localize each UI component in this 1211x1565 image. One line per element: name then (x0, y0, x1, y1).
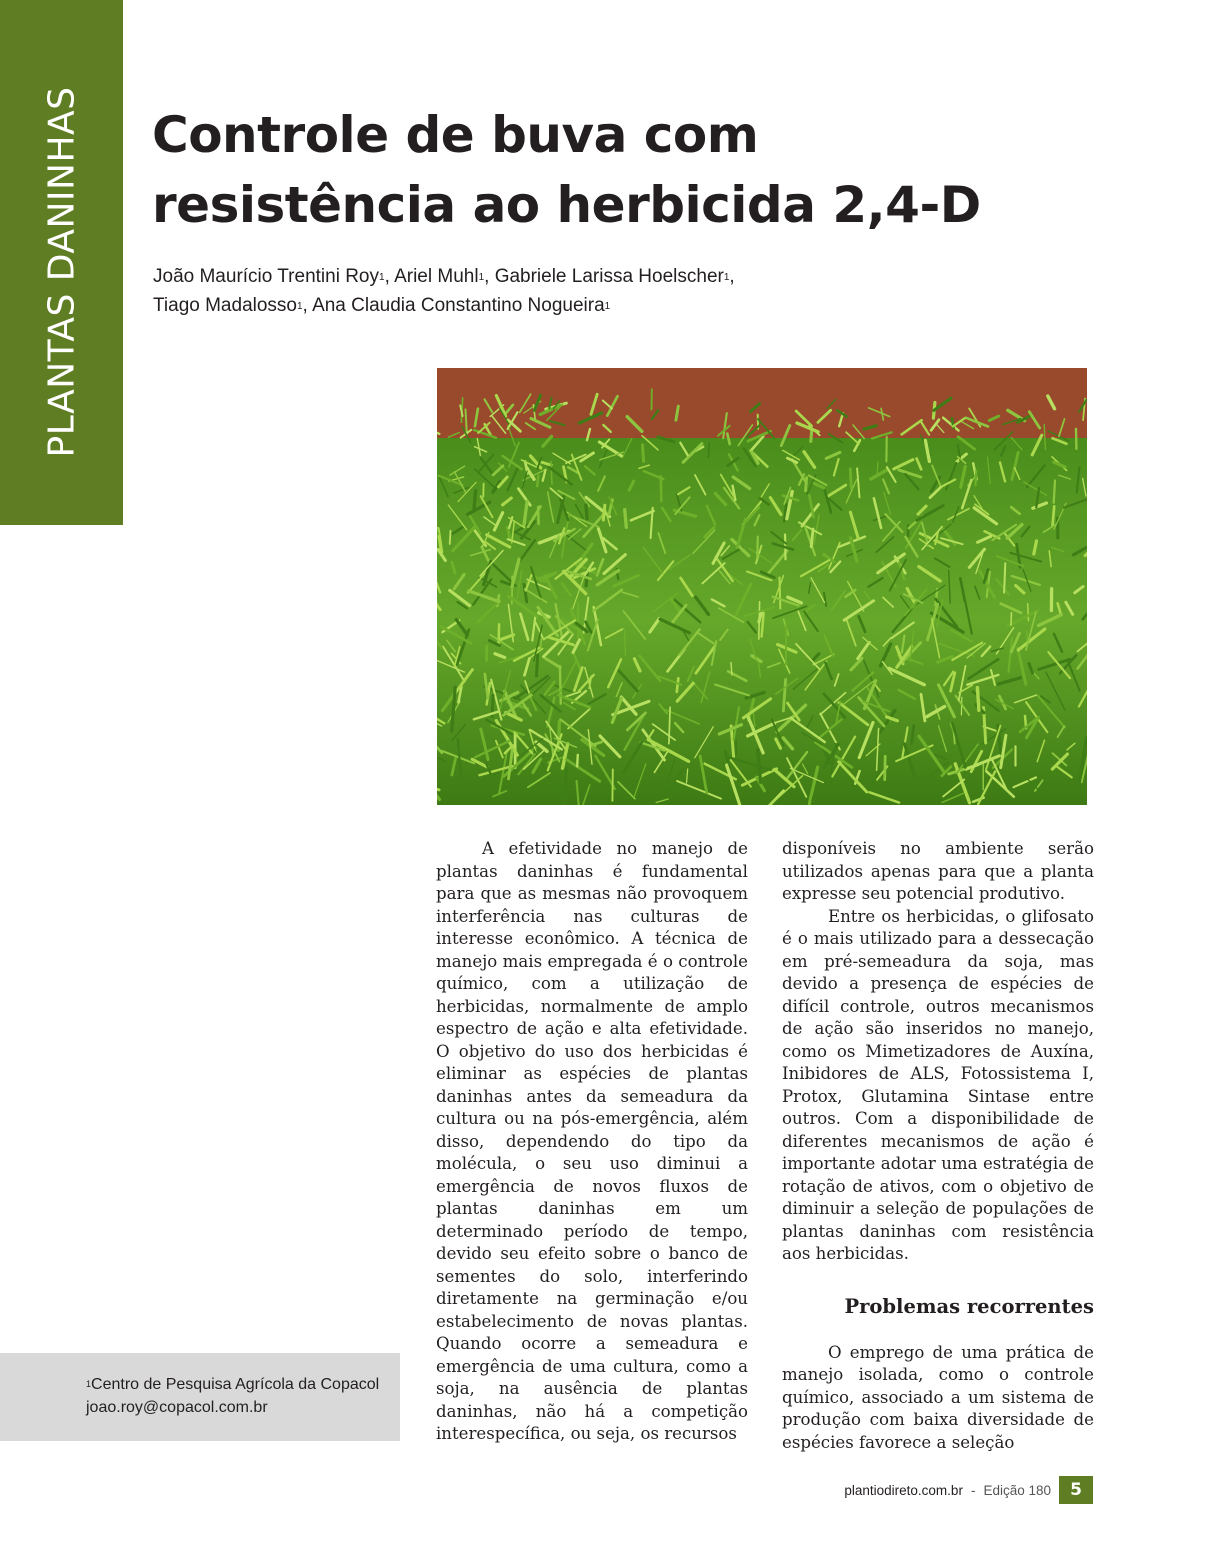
leaf-stroke (811, 529, 813, 547)
leaf-stroke (661, 476, 662, 500)
leaf-stroke (538, 507, 539, 524)
page-footer (844, 1476, 1093, 1504)
leaf-stroke (625, 630, 626, 656)
footnote-affiliation: Centro de Pesquisa Agrícola da Copacol (91, 1376, 380, 1393)
footer-site: plantiodireto.com.br (844, 1482, 963, 1498)
author-name: Ariel Muhl (394, 266, 479, 287)
title-line-2: resistência ao herbicida 2,4-D (152, 176, 981, 234)
footnote-box (0, 1353, 400, 1441)
author-line-2 (153, 291, 913, 320)
leaf-stroke (603, 505, 604, 520)
leaf-stroke (537, 476, 538, 487)
author-separator: , (729, 266, 735, 287)
leaf-stroke (780, 578, 781, 609)
body-paragraph-continued: disponíveis no ambiente serão utilizados apenas para que a planta expresse seu potencial produtivo. (782, 839, 1094, 903)
leaf-stroke (806, 478, 807, 491)
section-label: PLANTAS DANINHAS (41, 86, 82, 458)
page-number: 5 (1059, 1476, 1093, 1504)
author-name: Gabriele Larissa Hoelscher (494, 266, 724, 287)
leaf-stroke (885, 756, 886, 779)
body-paragraph: Entre os herbicidas, o glifosato é o mais utilizado para a dessecação em pré-semeadura da soja, mas devido a presença de espécies de difícil controle, outros mecanismos de ação são inseridos no manejo, como os Mimetizadores de Auxína, Inibidores de ALS, Fotossistema I, Protox, Glutamina Sintase entre outros. Com a disponibilidade de diferentes mecanismos de ação é importante adotar uma estratégia de rotação de ativos, com o objetivo de diminuir a seleção de populações de plantas daninhas com resistência aos herbicidas. (782, 906, 1094, 1263)
leaf-stroke (643, 445, 644, 461)
author-affiliation-mark: 1 (296, 301, 303, 312)
leaf-stroke (1011, 613, 1012, 626)
leaf-stroke (551, 462, 552, 485)
horseweed-field-illustration (437, 368, 1087, 805)
leaf-stroke (1028, 604, 1029, 621)
section-subheading: Problemas recorrentes (844, 1294, 1094, 1318)
leaf-stroke (811, 432, 812, 442)
author-name: Ana Claudia Constantino Nogueira (312, 295, 605, 316)
author-list (153, 262, 913, 320)
author-affiliation-mark: 1 (723, 272, 730, 283)
leaf-stroke (560, 666, 561, 704)
leaf-stroke (1053, 506, 1055, 526)
body-paragraph: A efetividade no manejo de plantas daninhas é fundamental para que as mesmas não provoquem interferência nas culturas de interesse econômico. A técnica de manejo mais empregada é o controle químico, com a utilização de herbicidas, normalmente de amplo espectro de ação e alta efetividade. O objetivo do uso dos herbicidas é eliminar as espécies de plantas daninhas antes da semeadura da cultura ou na pós-emergência, além disso, dependendo do tipo da molécula, o seu uso diminui a emergência de novos fluxos de plantas daninhas em um determinado período de tempo, devido seu efeito sobre o banco de sementes do solo, interferindo diretamente na germinação e/ou estabelecimento de novas plantas. Quando ocorre a semeadura e emergência de uma cultura, como a soja, na ausência de plantas daninhas, não há a competição interespecífica, ou seja, os recursos (436, 839, 748, 1443)
horseweed-field-photo (437, 368, 1087, 805)
author-separator: , (484, 266, 495, 287)
footnote-email: joao.roy@copacol.com.br (86, 1399, 268, 1416)
leaf-stroke (625, 510, 627, 528)
leaf-stroke (466, 409, 467, 434)
leaf-stroke (976, 471, 977, 486)
body-column-left (436, 838, 748, 1446)
leaf-stroke (977, 688, 979, 711)
leaf-stroke (677, 678, 679, 691)
body-paragraph: O emprego de uma prática de manejo isolada, como o controle químico, associado a um sistema de produção com baixa diversidade de espécies favorece a seleção (782, 1342, 1094, 1452)
author-affiliation-mark: 1 (478, 272, 485, 283)
author-name: João Maurício Trentini Roy (153, 266, 379, 287)
leaf-stroke (1054, 481, 1055, 503)
leaf-stroke (474, 491, 476, 511)
leaf-stroke (537, 655, 538, 676)
author-affiliation-mark: 1 (604, 301, 611, 312)
leaf-stroke (708, 443, 709, 458)
article-title (152, 100, 1152, 240)
footnote-text (86, 1373, 379, 1419)
footer-edition: Edição 180 (983, 1482, 1051, 1498)
leaf-stroke (577, 755, 578, 767)
author-name: Tiago Madalosso (153, 295, 297, 316)
leaf-stroke (669, 707, 670, 743)
author-separator: , (302, 295, 313, 316)
author-affiliation-mark: 1 (379, 272, 385, 283)
leaf-stroke (850, 469, 851, 488)
author-separator: , (384, 266, 395, 287)
section-band (0, 0, 123, 525)
footer-separator: - (970, 1482, 976, 1498)
title-line-1: Controle de buva com (152, 106, 759, 164)
leaf-stroke (586, 505, 587, 519)
body-column-right (782, 838, 1094, 1454)
leaf-stroke (1004, 563, 1005, 592)
leaf-stroke (450, 531, 451, 544)
footnote-mark: 1 (86, 1379, 92, 1389)
author-line-1 (153, 262, 913, 291)
leaf-stroke (757, 537, 758, 558)
leaf-stroke (731, 662, 732, 675)
